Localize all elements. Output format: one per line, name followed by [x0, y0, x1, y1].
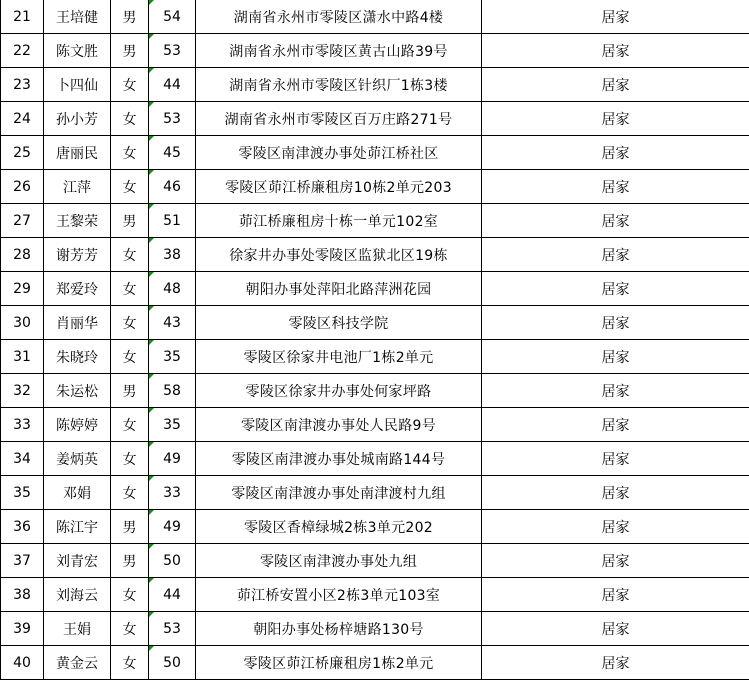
cell-address[interactable]: 零陵区南津渡办事处茆江桥社区	[196, 136, 482, 170]
cell-gender[interactable]: 男	[111, 0, 149, 34]
cell-address[interactable]: 零陵区南津渡办事处九组	[196, 544, 482, 578]
cell-address[interactable]: 湖南省永州市零陵区百万庄路271号	[196, 102, 482, 136]
table-row	[1, 646, 749, 680]
cell-status[interactable]: 居家	[482, 646, 749, 680]
cell-gender[interactable]: 女	[111, 170, 149, 204]
cell-number[interactable]: 34	[1, 442, 44, 476]
cell-status[interactable]: 居家	[482, 136, 749, 170]
cell-status[interactable]: 居家	[482, 476, 749, 510]
cell-address[interactable]: 零陵区南津渡办事处人民路9号	[196, 408, 482, 442]
cell-address[interactable]: 朝阳办事处杨梓塘路130号	[196, 612, 482, 646]
cell-status[interactable]: 居家	[482, 238, 749, 272]
cell-status[interactable]: 居家	[482, 612, 749, 646]
cell-gender[interactable]: 女	[111, 238, 149, 272]
cell-age[interactable]: 46	[149, 170, 196, 204]
cell-number[interactable]: 40	[1, 646, 44, 680]
cell-status[interactable]: 居家	[482, 442, 749, 476]
cell-address[interactable]: 湖南省永州市零陵区针织厂1栋3楼	[196, 68, 482, 102]
cell-address[interactable]: 零陵区茆江桥廉租房10栋2单元203	[196, 170, 482, 204]
cell-status[interactable]: 居家	[482, 204, 749, 238]
cell-gender[interactable]: 女	[111, 136, 149, 170]
table-row	[1, 408, 749, 442]
cell-status[interactable]: 居家	[482, 408, 749, 442]
cell-gender[interactable]: 女	[111, 578, 149, 612]
cell-number[interactable]: 22	[1, 34, 44, 68]
cell-gender[interactable]: 男	[111, 544, 149, 578]
cell-number[interactable]: 21	[1, 0, 44, 34]
cell-number[interactable]: 27	[1, 204, 44, 238]
cell-address[interactable]: 零陵区科技学院	[196, 306, 482, 340]
cell-number[interactable]: 35	[1, 476, 44, 510]
cell-status[interactable]: 居家	[482, 578, 749, 612]
table-row	[1, 578, 749, 612]
cell-name[interactable]: 邓娟	[44, 476, 111, 510]
cell-age[interactable]: 45	[149, 136, 196, 170]
cell-address[interactable]: 茆江桥廉租房十栋一单元102室	[196, 204, 482, 238]
cell-age[interactable]: 35	[149, 408, 196, 442]
cell-name[interactable]: 陈文胜	[44, 34, 111, 68]
cell-number[interactable]: 26	[1, 170, 44, 204]
cell-age[interactable]: 49	[149, 442, 196, 476]
table-row	[1, 272, 749, 306]
cell-gender[interactable]: 女	[111, 102, 149, 136]
cell-address[interactable]: 湖南省永州市零陵区黄古山路39号	[196, 34, 482, 68]
table-row	[1, 102, 749, 136]
table-row	[1, 136, 749, 170]
cell-number[interactable]: 28	[1, 238, 44, 272]
cell-address[interactable]: 朝阳办事处萍阳北路萍洲花园	[196, 272, 482, 306]
table-row	[1, 204, 749, 238]
cell-gender[interactable]: 男	[111, 204, 149, 238]
cell-age[interactable]: 53	[149, 102, 196, 136]
cell-address[interactable]: 零陵区南津渡办事处南津渡村九组	[196, 476, 482, 510]
table-row	[1, 238, 749, 272]
cell-gender[interactable]: 女	[111, 272, 149, 306]
cell-gender[interactable]: 女	[111, 306, 149, 340]
cell-gender[interactable]: 女	[111, 442, 149, 476]
cell-age[interactable]: 44	[149, 68, 196, 102]
cell-age[interactable]: 50	[149, 646, 196, 680]
cell-gender[interactable]: 男	[111, 374, 149, 408]
cell-number[interactable]: 32	[1, 374, 44, 408]
cell-age[interactable]: 49	[149, 510, 196, 544]
cell-gender[interactable]: 女	[111, 476, 149, 510]
cell-number[interactable]: 38	[1, 578, 44, 612]
cell-number[interactable]: 37	[1, 544, 44, 578]
cell-age[interactable]: 53	[149, 612, 196, 646]
table-row	[1, 442, 749, 476]
cell-address[interactable]: 湖南省永州市零陵区潇水中路4楼	[196, 0, 482, 34]
cell-age[interactable]: 33	[149, 476, 196, 510]
table-row	[1, 544, 749, 578]
cell-number[interactable]: 39	[1, 612, 44, 646]
cell-age[interactable]: 51	[149, 204, 196, 238]
cell-name[interactable]: 唐丽民	[44, 136, 111, 170]
cell-name[interactable]: 姜炳英	[44, 442, 111, 476]
cell-number[interactable]: 31	[1, 340, 44, 374]
table-row	[1, 510, 749, 544]
cell-number[interactable]: 25	[1, 136, 44, 170]
cell-age[interactable]: 54	[149, 0, 196, 34]
cell-gender[interactable]: 男	[111, 34, 149, 68]
cell-age[interactable]: 38	[149, 238, 196, 272]
cell-name[interactable]: 肖丽华	[44, 306, 111, 340]
cell-age[interactable]: 43	[149, 306, 196, 340]
cell-number[interactable]: 29	[1, 272, 44, 306]
cell-status[interactable]: 居家	[482, 374, 749, 408]
cell-status[interactable]: 居家	[482, 306, 749, 340]
cell-name[interactable]: 朱运松	[44, 374, 111, 408]
cell-status[interactable]: 居家	[482, 272, 749, 306]
cell-status[interactable]: 居家	[482, 340, 749, 374]
cell-name[interactable]: 刘海云	[44, 578, 111, 612]
cell-gender[interactable]: 女	[111, 68, 149, 102]
cell-status[interactable]: 居家	[482, 510, 749, 544]
cell-status[interactable]: 居家	[482, 544, 749, 578]
cell-name[interactable]: 刘青宏	[44, 544, 111, 578]
cell-age[interactable]: 35	[149, 340, 196, 374]
cell-address[interactable]: 零陵区徐家井电池厂1栋2单元	[196, 340, 482, 374]
cell-name[interactable]: 卜四仙	[44, 68, 111, 102]
cell-number[interactable]: 36	[1, 510, 44, 544]
cell-gender[interactable]: 女	[111, 340, 149, 374]
cell-name[interactable]: 王培健	[44, 0, 111, 34]
cell-status[interactable]: 居家	[482, 68, 749, 102]
cell-status[interactable]: 居家	[482, 0, 749, 34]
cell-gender[interactable]: 女	[111, 646, 149, 680]
table-row	[1, 34, 749, 68]
cell-name[interactable]: 王娟	[44, 612, 111, 646]
table-body	[1, 0, 749, 680]
cell-name[interactable]: 陈婷婷	[44, 408, 111, 442]
table-row	[1, 374, 749, 408]
cell-gender[interactable]: 女	[111, 408, 149, 442]
cell-age[interactable]: 50	[149, 544, 196, 578]
cell-name[interactable]: 郑爱玲	[44, 272, 111, 306]
cell-status[interactable]: 居家	[482, 34, 749, 68]
table-row	[1, 170, 749, 204]
table-row	[1, 68, 749, 102]
cell-name[interactable]: 王黎荣	[44, 204, 111, 238]
table-row	[1, 306, 749, 340]
cell-name[interactable]: 孙小芳	[44, 102, 111, 136]
table-row	[1, 340, 749, 374]
cell-address[interactable]: 零陵区徐家井办事处何家坪路	[196, 374, 482, 408]
cell-name[interactable]: 谢芳芳	[44, 238, 111, 272]
cell-status[interactable]: 居家	[482, 170, 749, 204]
cell-number[interactable]: 24	[1, 102, 44, 136]
cell-name[interactable]: 江萍	[44, 170, 111, 204]
cell-address[interactable]: 零陵区南津渡办事处城南路144号	[196, 442, 482, 476]
cell-status[interactable]: 居家	[482, 102, 749, 136]
cell-address[interactable]: 零陵区香樟绿城2栋3单元202	[196, 510, 482, 544]
cell-number[interactable]: 23	[1, 68, 44, 102]
cell-address[interactable]: 徐家井办事处零陵区监狱北区19栋	[196, 238, 482, 272]
table-row	[1, 476, 749, 510]
cell-name[interactable]: 朱晓玲	[44, 340, 111, 374]
cell-age[interactable]: 44	[149, 578, 196, 612]
cell-age[interactable]: 58	[149, 374, 196, 408]
table-row	[1, 612, 749, 646]
cell-number[interactable]: 30	[1, 306, 44, 340]
cell-name[interactable]: 黄金云	[44, 646, 111, 680]
cell-name[interactable]: 陈江宇	[44, 510, 111, 544]
cell-number[interactable]: 33	[1, 408, 44, 442]
cell-address[interactable]: 零陵区茆江桥廉租房1栋2单元	[196, 646, 482, 680]
cell-gender[interactable]: 男	[111, 510, 149, 544]
table-row	[1, 0, 749, 34]
cell-gender[interactable]: 女	[111, 612, 149, 646]
cell-age[interactable]: 48	[149, 272, 196, 306]
cell-address[interactable]: 茆江桥安置小区2栋3单元103室	[196, 578, 482, 612]
cell-age[interactable]: 53	[149, 34, 196, 68]
